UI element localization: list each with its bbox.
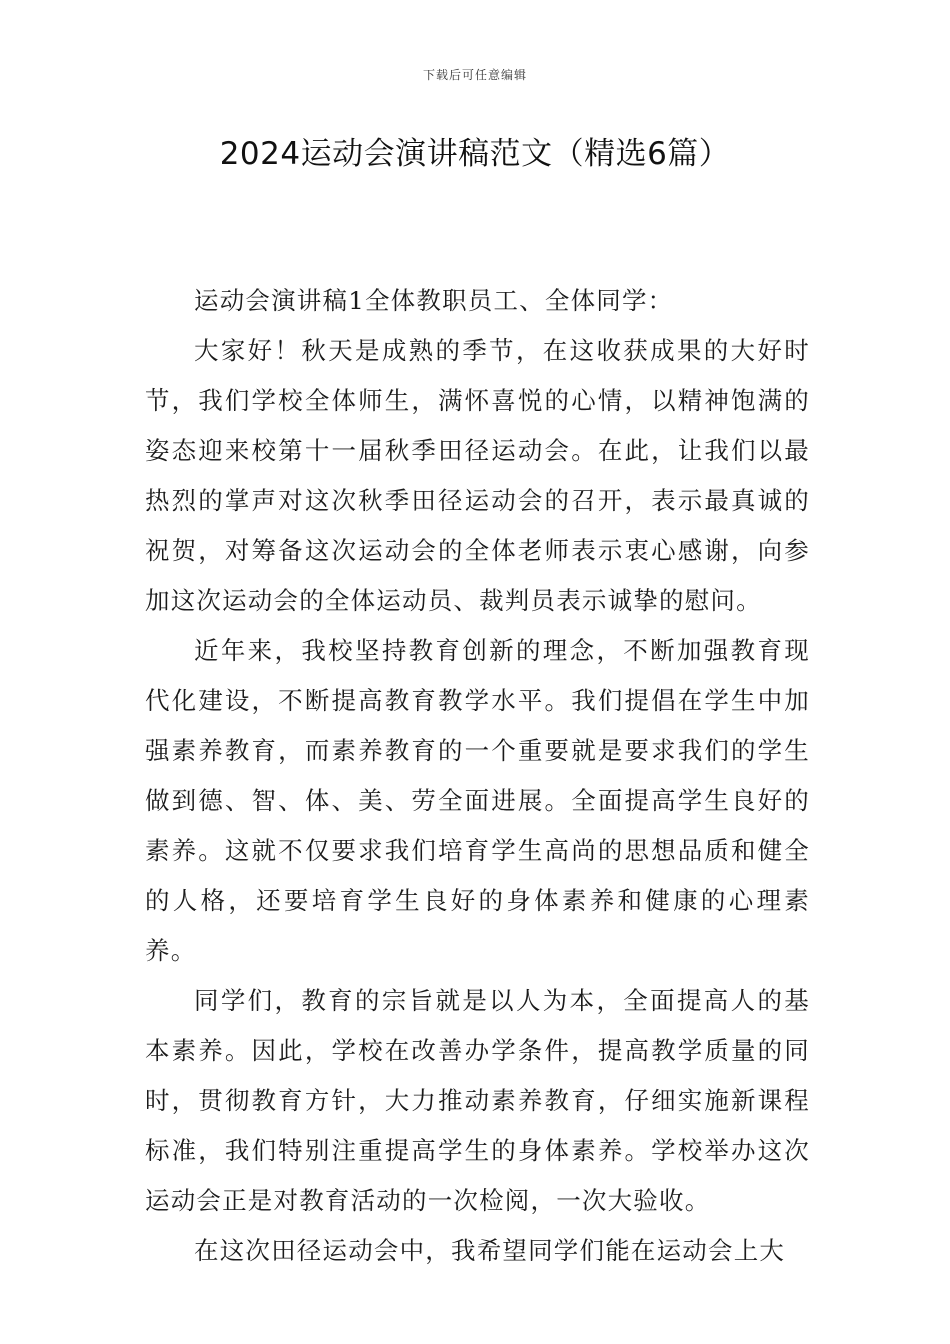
header-note: 下载后可任意编辑 — [422, 68, 527, 82]
document-title: 2024运动会演讲稿范文（精选6篇） — [219, 136, 731, 172]
paragraph: 在这次田径运动会中，我希望同学们能在运动会上大 — [194, 1236, 786, 1265]
paragraph: 大家好！秋天是成熟的季节，在这收获成果的大好时节，我们学校全体师生，满怀喜悦的心情，以精神饱满的姿态迎来校第十一届秋季田径运动会。在此，让我们以最热烈的掌声对这次秋季田径运动会的召开，表示最真诚的祝贺，对筹备这次运动会的全体老师表示衷心感谢，向参加这次运动会的全体运动员、裁判员表示诚挚的慰问。 — [145, 336, 810, 615]
paragraph-salutation: 运动会演讲稿1全体教职员工、全体同学： — [194, 286, 674, 315]
paragraph: 同学们，教育的宗旨就是以人为本，全面提高人的基本素养。因此，学校在改善办学条件，提高教学质量的同时，贯彻教育方针，大力推动素养教育，仔细实施新课程标准，我们特别注重提高学生的身体素养。学校举办这次运动会正是对教育活动的一次检阅，一次大验收。 — [145, 986, 810, 1215]
paragraph: 近年来，我校坚持教育创新的理念，不断加强教育现代化建设，不断提高教育教学水平。我们提倡在学生中加强素养教育，而素养教育的一个重要就是要求我们的学生做到德、智、体、美、劳全面进展。全面提高学生良好的素养。这就不仅要求我们培育学生高尚的思想品质和健全的人格，还要培育学生良好的身体素养和健康的心理素养。 — [145, 636, 810, 965]
document-body — [145, 276, 810, 1276]
